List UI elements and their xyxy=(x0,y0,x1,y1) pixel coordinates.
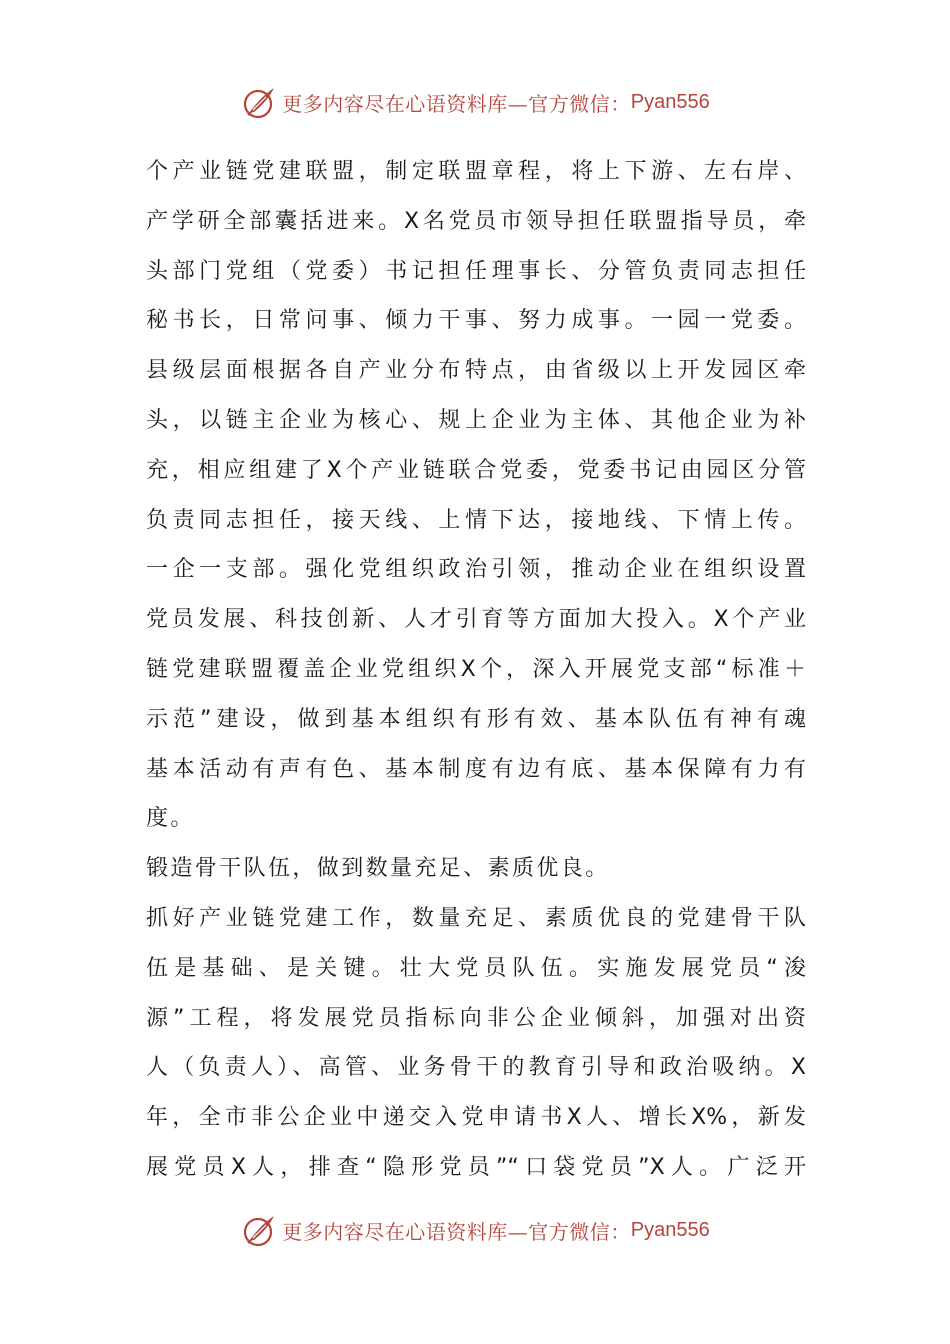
body-line: 县级层面根据各自产业分布特点，由省级以上开发园区牵 xyxy=(146,358,806,384)
body-line: 年，全市非公企业中递交入党申请书X人、增长X%，新发 xyxy=(146,1105,806,1131)
body-line: 秘书长，日常问事、倾力干事、努力成事。一园一党委。 xyxy=(146,308,806,334)
body-line: 抓好产业链党建工作，数量充足、素质优良的党建骨干队 xyxy=(146,905,806,931)
body-line: 度。 xyxy=(146,806,195,832)
body-line: 头部门党组（党委）书记担任理事长、分管负责同志担任 xyxy=(146,258,806,284)
body-line: 个产业链党建联盟，制定联盟章程，将上下游、左右岸、 xyxy=(146,159,806,184)
header-watermark xyxy=(0,80,950,124)
body-line: 示范”建设，做到基本组织有形有效、基本队伍有神有魂 xyxy=(146,706,806,732)
quill-logo-icon xyxy=(240,82,280,122)
body-line: 一企一支部。强化党组织政治引领，推动企业在组织设置 xyxy=(146,557,806,583)
body-line: 产学研全部囊括进来。X名党员市领导担任联盟指导员，牵 xyxy=(146,208,806,234)
body-line: 人（负责人）、高管、业务骨干的教育引导和政治吸纳。X xyxy=(146,1055,806,1081)
body-line: 链党建联盟覆盖企业党组织X个，深入开展党支部“标准＋ xyxy=(146,656,806,682)
watermark-wechat-id: Pyan556 xyxy=(630,1218,710,1241)
body-line: 展党员X人，排查“隐形党员”“口袋党员”X人。广泛开 xyxy=(146,1154,806,1180)
quill-logo-icon xyxy=(240,1210,280,1250)
body-line: 充，相应组建了X个产业链联合党委，党委书记由园区分管 xyxy=(146,457,806,483)
watermark-text: 更多内容尽在心语资料库—官方微信： xyxy=(282,91,631,116)
section-heading: 锻造骨干队伍，做到数量充足、素质优良。 xyxy=(146,856,610,882)
document-body xyxy=(146,147,806,1193)
body-line: 源”工程，将发展党员指标向非公企业倾斜，加强对出资 xyxy=(146,1005,806,1031)
footer-watermark xyxy=(0,1208,950,1252)
body-line: 负责同志担任，接天线、上情下达，接地线、下情上传。 xyxy=(146,507,806,533)
watermark-text: 更多内容尽在心语资料库—官方微信： xyxy=(282,1219,631,1244)
body-line: 伍是基础、是关键。壮大党员队伍。实施发展党员“浚 xyxy=(146,955,806,981)
body-line: 党员发展、科技创新、人才引育等方面加大投入。X个产业 xyxy=(146,607,806,633)
body-line: 头，以链主企业为核心、规上企业为主体、其他企业为补 xyxy=(146,407,806,433)
watermark-wechat-id: Pyan556 xyxy=(630,90,710,113)
body-line: 基本活动有声有色、基本制度有边有底、基本保障有力有 xyxy=(146,756,806,782)
